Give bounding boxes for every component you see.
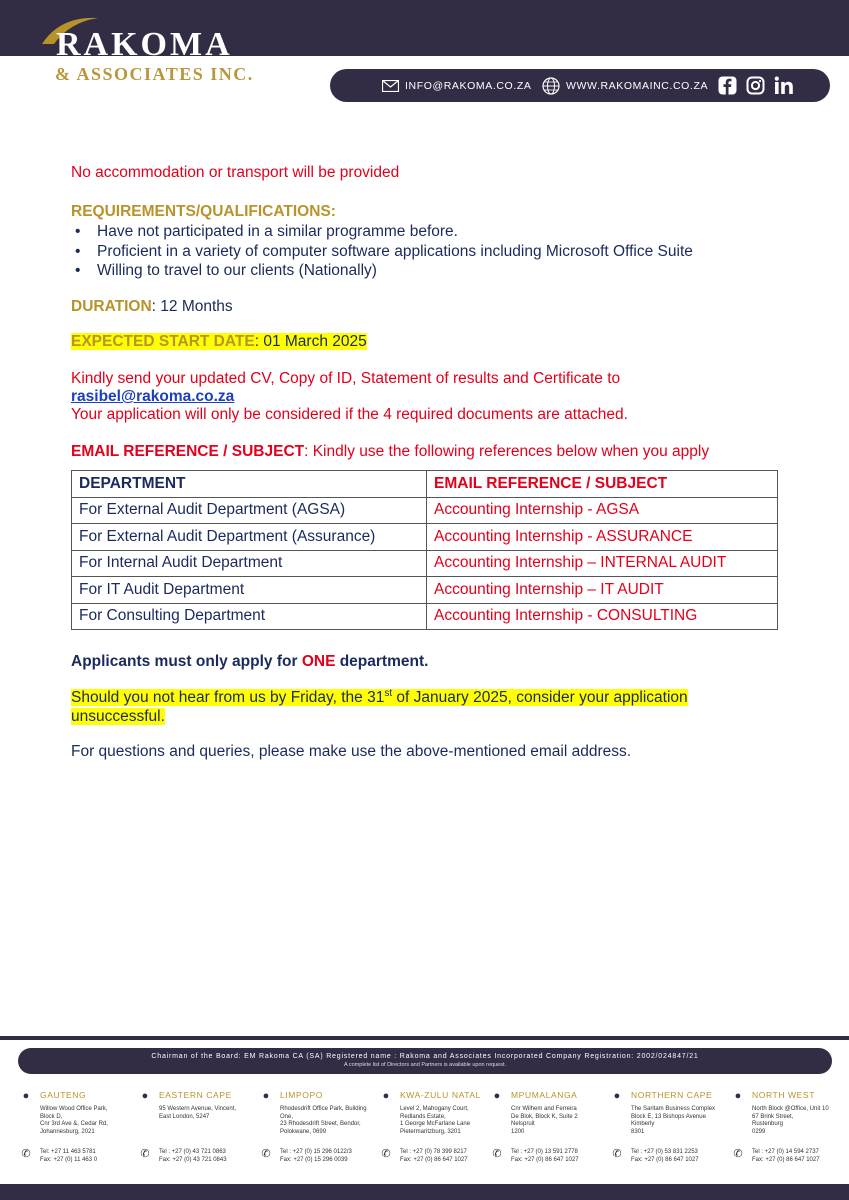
office-phone: Tel : +27 (0) 53 831 2253 Fax: +27 (0) 86 647 1027 xyxy=(631,1149,699,1163)
deadline-line-2 xyxy=(71,708,165,726)
map-pin-icon: ● xyxy=(734,1090,742,1102)
apply-pre-text: Applicants must only apply for xyxy=(71,653,302,670)
map-pin-icon: ● xyxy=(613,1090,621,1102)
table-cell-department: For Internal Audit Department xyxy=(72,550,427,577)
office-address: Willow Wood Office Park, Block D, Cnr 3rd Ave &, Cedar Rd, Johannesburg, 2021 xyxy=(40,1106,108,1135)
table-header-row xyxy=(72,471,778,498)
directors-note: A complete list of Directors and Partners is available upon request. xyxy=(343,1062,507,1068)
apply-one-text: ONE xyxy=(301,653,336,670)
office-mpumalanga xyxy=(491,1090,601,1163)
office-gauteng xyxy=(20,1090,130,1163)
list-item: • Willing to travel to our clients (Nationally) xyxy=(71,261,693,281)
map-pin-icon: ● xyxy=(493,1090,501,1102)
office-address: Level 2, Mahogany Court, Redlands Estate, 1 George McFarlane Lane Pietermaritzburg, 3201 xyxy=(400,1106,471,1135)
duration-label: DURATION xyxy=(71,298,152,315)
instagram-icon[interactable] xyxy=(746,76,765,95)
office-phone: Tel : +27 (0) 13 591 2778 Fax: +27 (0) 86 647 1027 xyxy=(511,1149,579,1163)
table-cell-department: For External Audit Department (Assurance) xyxy=(72,524,427,551)
phone-icon: ✆ xyxy=(733,1148,743,1160)
phone-icon: ✆ xyxy=(492,1148,502,1160)
office-name: NORTH WEST xyxy=(752,1090,815,1100)
table-cell-department: For External Audit Department (AGSA) xyxy=(72,497,427,524)
phone-icon: ✆ xyxy=(261,1148,271,1160)
office-limpopo xyxy=(260,1090,370,1163)
deadline-line2-text: unsuccessful. xyxy=(71,708,165,725)
send-email-link[interactable] xyxy=(71,388,234,406)
reference-table xyxy=(71,470,778,630)
queries-text: For questions and queries, please make use the above-mentioned email address. xyxy=(71,743,632,760)
email-reference-text: : Kindly use the following references below when you apply xyxy=(304,443,710,460)
logo-subtitle: & ASSOCIATES INC. xyxy=(55,64,254,84)
office-address: Cnr Wilhem and Ferreira De Blok, Block K, Suite 2 Nelspruit 1200 xyxy=(511,1106,578,1135)
start-date-value: : 01 March 2025 xyxy=(254,333,367,350)
office-phone: Tel: +27 11 463 5781 Fax: +27 (0) 11 463 0 xyxy=(40,1149,98,1163)
deadline-line xyxy=(71,688,688,707)
office-address: Rhodesdrift Office Park, Building One, 23 Rhodesdrift Street, Bendor, Polokwane, 0699 xyxy=(280,1106,367,1135)
office-phone: Tel : +27 (0) 43 721 0863 Fax: +27 (0) 43 721 0843 xyxy=(159,1149,227,1163)
no-accommodation-text: No accommodation or transport will be provided xyxy=(71,164,400,181)
facebook-icon[interactable] xyxy=(718,76,737,95)
deadline-pre-text: Should you not hear from us by Friday, the 31 xyxy=(71,689,385,707)
email-reference-line xyxy=(71,443,709,461)
footer-registration-bar xyxy=(18,1048,832,1074)
contact-bar xyxy=(330,69,830,102)
considered-text: Your application will only be considered if the 4 required documents are attached. xyxy=(71,406,628,423)
phone-icon: ✆ xyxy=(612,1148,622,1160)
office-name: MPUMALANGA xyxy=(511,1090,578,1100)
footer-band xyxy=(0,1036,849,1040)
table-header-department: DEPARTMENT xyxy=(72,471,427,498)
table-cell-reference: Accounting Internship - CONSULTING xyxy=(427,603,778,630)
start-date-line xyxy=(71,333,367,351)
apply-one-line xyxy=(71,653,428,671)
apply-post-text: department. xyxy=(335,653,429,670)
requirements-heading: REQUIREMENTS/QUALIFICATIONS: xyxy=(71,203,336,220)
envelope-icon xyxy=(382,80,399,92)
map-pin-icon: ● xyxy=(141,1090,149,1102)
office-address: North Block @Office, Unit 10 67 Brink Street, Rustenburg 0299 xyxy=(752,1106,829,1135)
office-kwazulu-natal xyxy=(380,1090,490,1163)
website-text: WWW.RAKOMAINC.CO.ZA xyxy=(566,79,709,92)
logo-wordmark: RAKOMA xyxy=(56,26,233,63)
office-eastern-cape xyxy=(139,1090,249,1163)
website-contact[interactable] xyxy=(542,69,708,102)
deadline-superscript: st xyxy=(384,688,393,699)
table-row xyxy=(72,497,778,524)
email-text: INFO@RAKOMA.CO.ZA xyxy=(405,79,532,92)
duration-value: : 12 Months xyxy=(151,298,233,315)
office-name: GAUTENG xyxy=(40,1090,87,1100)
table-header-reference: EMAIL REFERENCE / SUBJECT xyxy=(427,471,778,498)
duration-line xyxy=(71,298,233,316)
table-row xyxy=(72,550,778,577)
requirements-list xyxy=(71,222,693,281)
table-cell-department: For IT Audit Department xyxy=(72,577,427,604)
email-reference-label: EMAIL REFERENCE / SUBJECT xyxy=(71,443,305,460)
office-name: LIMPOPO xyxy=(280,1090,323,1100)
office-address: The Saritam Business Complex Block E, 13 Bishops Avenue Kimberly 8301 xyxy=(631,1106,716,1135)
send-email-text: rasibel@rakoma.co.za xyxy=(71,388,235,405)
start-date-label: EXPECTED START DATE xyxy=(71,333,255,350)
table-row xyxy=(72,524,778,551)
office-phone: Tel : +27 (0) 14 594 2737 Fax: +27 (0) 86 647 1027 xyxy=(752,1149,820,1163)
map-pin-icon: ● xyxy=(22,1090,30,1102)
office-northern-cape xyxy=(611,1090,721,1163)
phone-icon: ✆ xyxy=(381,1148,391,1160)
table-cell-reference: Accounting Internship – INTERNAL AUDIT xyxy=(427,550,778,577)
linkedin-icon[interactable] xyxy=(774,76,793,95)
list-item: • Have not participated in a similar programme before. xyxy=(71,222,693,242)
deadline-post-text: of January 2025, consider your application xyxy=(392,689,688,707)
map-pin-icon: ● xyxy=(262,1090,270,1102)
table-row xyxy=(72,577,778,604)
table-cell-reference: Accounting Internship - ASSURANCE xyxy=(427,524,778,551)
office-north-west xyxy=(732,1090,842,1163)
send-documents-text: Kindly send your updated CV, Copy of ID, Statement of results and Certificate to xyxy=(71,370,621,387)
company-logo xyxy=(46,14,306,94)
phone-icon: ✆ xyxy=(21,1148,31,1160)
office-name: KWA-ZULU NATAL xyxy=(400,1090,481,1100)
office-phone: Tel : +27 (0) 15 296 0122/3 Fax: +27 (0) 15 296 0039 xyxy=(280,1149,352,1163)
office-name: EASTERN CAPE xyxy=(159,1090,232,1100)
globe-icon xyxy=(542,77,560,95)
table-cell-reference: Accounting Internship - AGSA xyxy=(427,497,778,524)
table-row xyxy=(72,603,778,630)
email-contact[interactable] xyxy=(382,69,531,102)
table-cell-department: For Consulting Department xyxy=(72,603,427,630)
office-name: NORTHERN CAPE xyxy=(631,1090,713,1100)
table-cell-reference: Accounting Internship – IT AUDIT xyxy=(427,577,778,604)
office-phone: Tel : +27 (0) 78 399 8217 Fax: +27 (0) 86 647 1027 xyxy=(400,1149,468,1163)
bottom-band xyxy=(0,1184,849,1200)
list-item: • Proficient in a variety of computer software applications including Microsoft Office Suite xyxy=(71,242,693,262)
office-address: 95 Western Avenue, Vincent, East London, 5247 xyxy=(159,1106,237,1120)
registration-text: Chairman of the Board: EM Rakoma CA (SA) Registered name : Rakoma and Associates Incorporated Company Registration: 2002/024847/21 xyxy=(151,1053,699,1060)
map-pin-icon: ● xyxy=(382,1090,390,1102)
phone-icon: ✆ xyxy=(140,1148,150,1160)
